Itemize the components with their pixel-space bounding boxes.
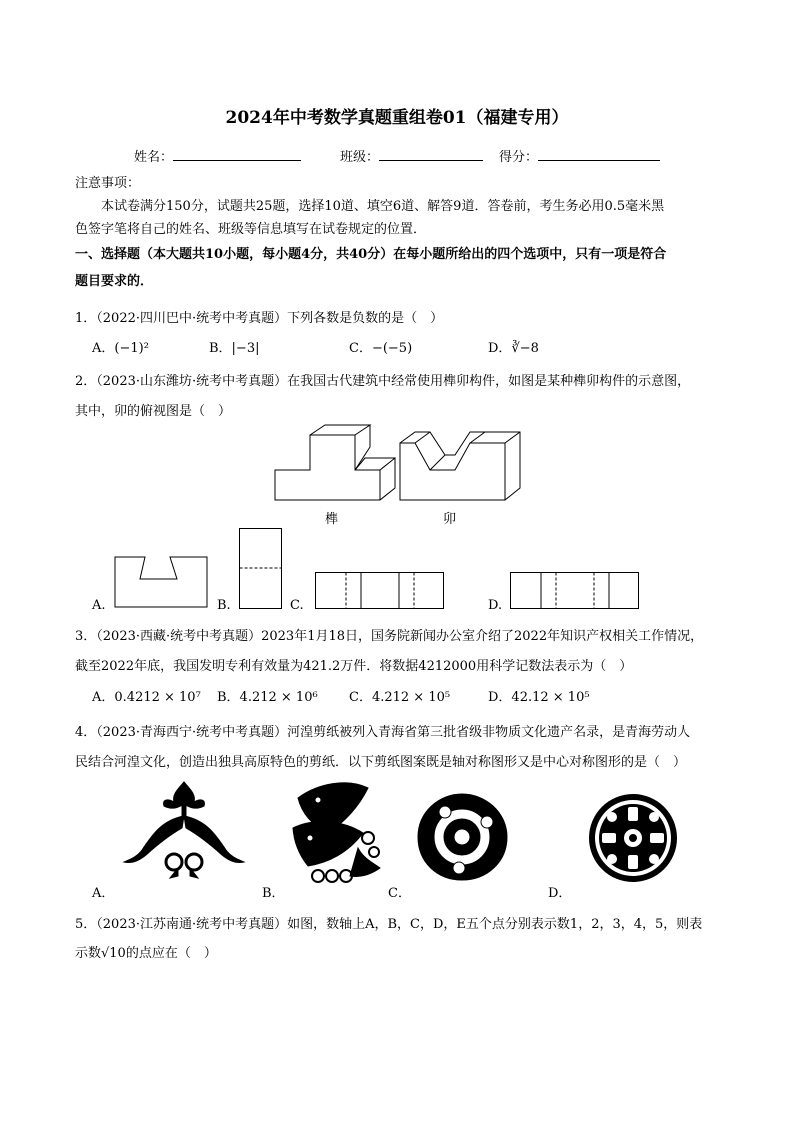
notes-line-1: 本试卷满分150分，试题共25题，选择10道、填空6道、解答9道．答卷前，考生务必用0.5毫米黑	[101, 199, 665, 214]
tenon-label: 榫	[325, 512, 339, 527]
q2-line-2: 其中，卯的俯视图是（ ）	[75, 404, 232, 419]
q1-option-c[interactable]: C．−(−5)	[349, 341, 413, 356]
notes-line-2: 色签字笔将自己的姓名、班级等信息填写在试卷规定的位置．	[75, 222, 427, 237]
papercut-d-figure[interactable]	[588, 793, 678, 883]
q2-option-c-figure[interactable]	[315, 572, 445, 610]
name-label: 姓名：	[134, 150, 174, 165]
q1-stem: 1．（2022·四川巴中·统考中考真题）下列各数是负数的是（ ）	[75, 311, 444, 326]
q5-line-2: 示数√10的点应在（ ）	[75, 946, 217, 961]
q5-line-1: 5．（2023·江苏南通·统考中考真题）如图，数轴上A，B，C，D，E五个点分别表示数1，2，3，4，5，则表	[75, 917, 703, 932]
q3-option-c[interactable]: C．4.212 × 10⁵	[349, 690, 451, 705]
q1-option-a[interactable]: A．(−1)²	[92, 341, 149, 356]
q4-option-b[interactable]: B．	[262, 886, 285, 901]
score-blank[interactable]	[538, 147, 660, 161]
q3-line-1: 3．（2023·西藏·统考中考真题）2023年1月18日，国务院新闻办公室介绍了2022年知识产权相关工作情况，	[75, 629, 704, 644]
name-field[interactable]	[134, 146, 301, 165]
q4-line-1: 4．（2023·青海西宁·统考中考真题）河湟剪纸被列入青海省第三批省级非物质文化遗产名录，是青海劳动人	[75, 725, 691, 740]
q2-option-b[interactable]: B.	[217, 598, 231, 613]
q2-option-d-figure[interactable]	[510, 572, 640, 610]
class-field[interactable]	[340, 146, 483, 165]
q3-line-2: 截至2022年底，我国发明专利有效量为421.2万件．将数据4212000用科学记数法表示为（ ）	[75, 659, 633, 674]
q1-option-d[interactable]: D．∛−8	[488, 341, 539, 356]
q3-option-b[interactable]: B．4.212 × 10⁶	[217, 690, 318, 705]
class-blank[interactable]	[379, 147, 483, 161]
class-label: 班级：	[340, 150, 380, 165]
q4-option-d[interactable]: D．	[548, 886, 572, 901]
q2-option-d[interactable]: D.	[488, 598, 503, 613]
score-field[interactable]	[499, 146, 660, 165]
q1-option-b[interactable]: B．|−3|	[209, 341, 260, 356]
q4-line-2: 民结合河湟文化，创造出独具高原特色的剪纸．以下剪纸图案既是轴对称图形又是中心对称图形的是（ ）	[75, 755, 687, 770]
section-heading-line-1: 一、选择题（本大题共10小题，每小题4分，共40分）在每小题所给出的四个选项中，只有一项是符合	[75, 247, 667, 262]
score-label: 得分：	[499, 150, 539, 165]
q2-line-1: 2．（2023·山东潍坊·统考中考真题）在我国古代建筑中经常使用榫卯构件，如图是某种榫卯构件的示意图，	[75, 374, 691, 389]
mortise-figure	[400, 432, 520, 500]
notes-heading: 注意事项：	[75, 176, 141, 191]
mortise-label: 卯	[443, 512, 457, 527]
tenon-mortise-figure	[270, 425, 520, 505]
q4-option-c[interactable]: C．	[388, 886, 411, 901]
q2-option-b-figure[interactable]	[239, 528, 283, 610]
q2-option-a[interactable]: A.	[92, 598, 106, 613]
page-title: 2024年中考数学真题重组卷01（福建专用）	[225, 108, 569, 128]
papercut-b-figure[interactable]	[288, 778, 383, 886]
q2-option-c[interactable]: C.	[290, 598, 304, 613]
section-heading-line-2: 题目要求的．	[75, 274, 154, 289]
tenon-figure	[275, 425, 395, 500]
q2-option-a-figure[interactable]	[115, 557, 210, 609]
q3-option-d[interactable]: D．42.12 × 10⁵	[488, 690, 590, 705]
q4-option-a[interactable]: A．	[92, 886, 115, 901]
papercut-a-figure[interactable]	[122, 780, 247, 880]
papercut-c-figure[interactable]	[415, 792, 510, 882]
name-blank[interactable]	[173, 147, 301, 161]
q3-option-a[interactable]: A．0.4212 × 10⁷	[92, 690, 201, 705]
